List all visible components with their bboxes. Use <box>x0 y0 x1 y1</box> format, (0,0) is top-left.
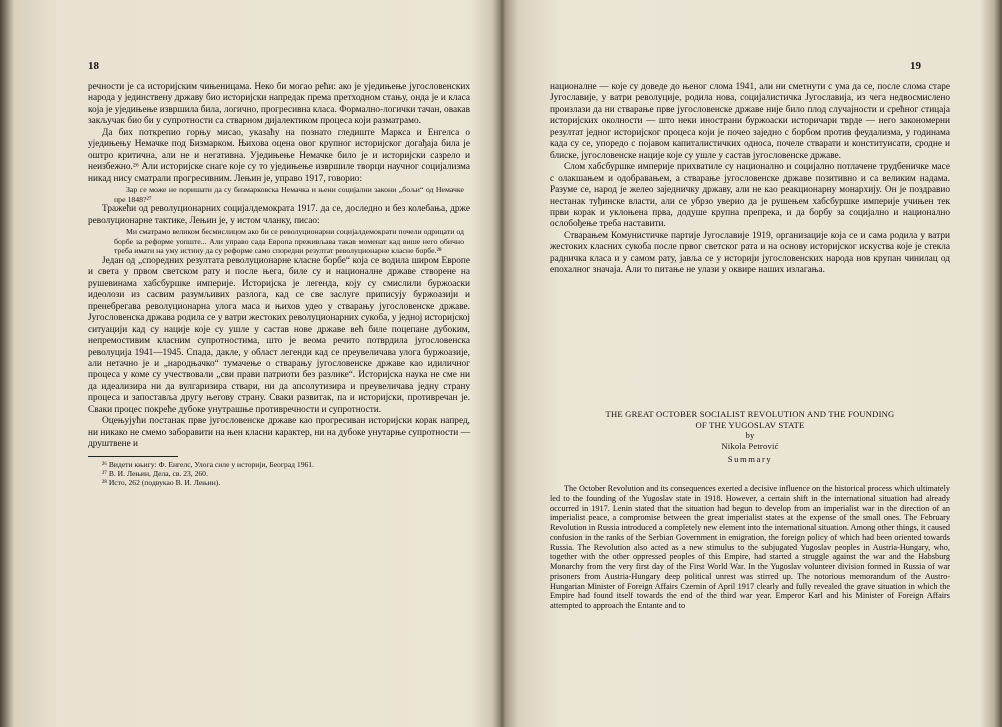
summary-by: by <box>745 430 755 441</box>
summary-title-line: THE GREAT OCTOBER SOCIALIST REVOLUTION AND THE FOUNDING <box>605 409 895 419</box>
paragraph: националне — које су доведе до њеног слома 1941, али ни сметнути с ума да се, после слома старе Југославије, у ватри револуције, родила нова, социјалистичка Југославија, из чега недвосмислено произлази да ни стварање прве југословенске државе није било плод случајности и срећног стицаја историјских околности — што неки инострани буржоаски историчари тврде — него закономерни резултат једног историјског процеса који је почео заједно с борбом против феудализма, у годинама када су се, упоредо с појавом капиталистичких односа, почеле стварати и конституисати, сродне и блиске, југословенске нације које су ушле у састав југословенске државе. <box>550 82 950 161</box>
block-quote: Зар се може не поришати да су бизмарковска Немачка и њени социјални закони „бољи“ од Немачке пре 1848?²⁷ <box>114 185 464 204</box>
page-number-right: 19 <box>910 60 921 72</box>
paragraph: Један од „споредних резултата револуционарне класне борбе“ која се водила широм Европе и света у првом светском рату и после њега, биле су и националне државе створене на рушевинама хабсбуршке империје. Историјска је легенда, коју су смислили буржоаски идеолози из сасвим разумљивих разлога, кад се све заслуге приписују буржоазији и пренебрегава револуционарна улога маса и њихов удео у стварању југословенске државе. Југословенска држава родила се у ватри жестоких револуционарних сукоба, у једној историјској ситуацији кад су нације које су ушле у састав нове државе већ биле поцепане дубоким, непремостивим класним супротностима, што је веома речито потврдила југословенска револуција 1941—1945. Спада, дакле, у област легенди кад се преувеличава улога буржоазије, али нетачно је и „народњачко“ тумачење о стварању југословенске државе као идиличног процеса у коме су учествовали „сви прави патриоти без разлике“. Историјска наука не сме ни да идеализира ни да вулгаризира ствари, ни да апсолутизира и преувеличава једну страну процеса и запоставља другу његову страну. Сваки развитак, па и историјски, противречан је. Сваки процес покреће дубоке унутрашње противречности и супротности. <box>88 255 470 415</box>
paragraph: Оцењујући постанак прве југословенске државе као прогресиван историјски корак напред, ни никако не смемо заборавити на њен класни карактер, ни на дубоке унутарње супротности — друштвене и <box>88 416 470 450</box>
right-page <box>502 0 1002 727</box>
footnote: ²⁸ Исто, 262 (подвукао В. И. Лењин). <box>102 478 221 488</box>
page-number-left: 18 <box>88 60 99 72</box>
footnote: ²⁶ Видети књигу: Ф. Енгелс, Улога силе у историји, Београд 1961. <box>102 459 314 469</box>
summary-title-line: OF THE YUGOSLAV STATE <box>695 419 805 430</box>
summary-title-block <box>550 409 950 465</box>
left-text-column <box>88 82 470 487</box>
paragraph: Тражећи од револуционарних социјалдемократа 1917. да се, доследно и без колебања, држе револуционарне тактике, Лењин је, у истом чланку, писао: <box>88 204 470 226</box>
paragraph: речности је са историјским чињеницама. Неко би могао рећи: ако је уједињење југословенских народа у јединствену државу био историјски напредак према претходном стању, онда је и класа која је уједињење извршила била, логично, прогресивна класа. Формално-логички тачан, овакав закључак био би у супротности са стварном дијалектиком процеса који разматрамо. <box>88 82 470 127</box>
paragraph: Стварањем Комунистичке партије Југославије 1919, организације која се и сама родила у ватри жестоких класних сукоба после првог светског рата и на основу историјског искуства које је стекла радничка класа и у самом рату, јавља се у историји југословенских народа нов крупан чинилац од епохалног значаја. Али то питање не улази у оквире наших излагања. <box>550 230 950 276</box>
left-page <box>0 0 500 727</box>
summary-author: Nikola Petrović <box>721 440 779 451</box>
paragraph: Да бих поткрепио горњу мисао, указаћу на познато гледиште Маркса и Енгелса о уједињењу Немачке под Бизмарком. Њихова оцена овог крупног историјског догађаја била је оштро критична, али не и негативна. Уједињење Немачке било је и историјски сазрело и неизбежно.²⁶ Али историјске снаге које су то уједињење извршиле творци научног социјализма никад нису сматрали прогресивним. Лењин је, управо 1917, говорио: <box>88 127 470 184</box>
paragraph: Слом хабсбуршке империје прихватиле су национално и социјално потлачене трудбеничке масе с олакшањем и одобравањем, а стварање југословенске државе позитивно и са великим надама. Разуме се, народ је желео заједничку државу, али не као реакционарну монархију. Он је поздравио нестанак туђинске власти, али се убрзо уверио да је рушењем хабсбуршке империје учињен тек први корак и уклоњена прва, додуше крупна препрека, и да борбу за социјално и национално ослобођење треба наставити. <box>550 162 950 230</box>
summary-heading: Summary <box>727 454 773 465</box>
right-text-column <box>550 82 950 277</box>
block-quote: Ми сматрамо великом бесмислицом ако би се револуционарни социјалдемократи почели одрицати од борбе за реформе уопште... Али управо сада Европа преживљава такав моменат кад више него обично треба имати на уму истину да су реформе само споредни резултат револуционарне класне борбе.²⁸ <box>114 227 464 256</box>
footnote-divider <box>88 456 178 457</box>
footnote: ²⁷ В. И. Лењин, Дела, св. 23, 260. <box>102 468 208 478</box>
summary-text: The October Revolution and its consequences exerted a decisive influence on the historical process which ultimately led to the founding of the Yugoslav state in 1918. However, a certain shift in the international situation had already occurred in 1917. Lenin stated that the situation had begun to develop from an imperialist war in the direction of an imperialist peace, a compromise between the great imperialist states at the expense of the small ones. The February Revolution in Russia introduced a completely new element into the international situation. Among other things, it caused confusion in the ranks of the Serbian Government in emigration, the foreign policy of which had been oriented towards Russia. The Revolution also acted as a new stimulus to the subjugated Yugoslav peoples in Austria-Hungary, who, together with the other oppressed peoples of this Empire, had started a struggle against the war and the Habsburg Monarchy from the very first day of the First World War. In the Yugoslav volunteer division formed in Russia of war prisoners from Austria-Hungary deep political unrest was stirred up. The notorious memorandum of the Austro-Hungarian Minister of Foreign Affairs Czernin of April 1917 clearly and fully revealed the grave situation in which the Empire had found itself towards the end of the third war year. Emperor Karl and his Minister of Foreign Affairs attempted to approach the Entante and to <box>550 484 950 610</box>
